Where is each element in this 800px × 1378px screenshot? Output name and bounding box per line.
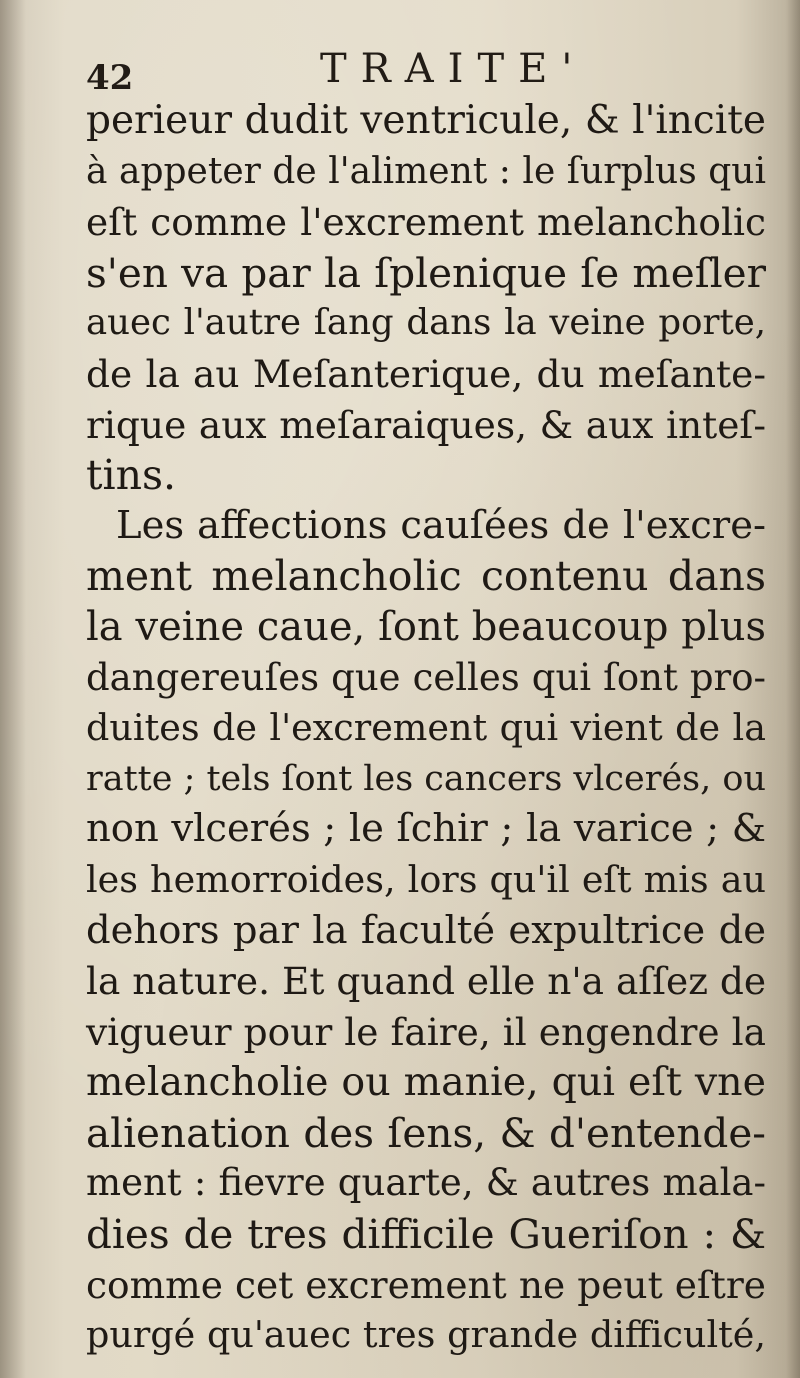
running-title: TRAITE' <box>320 46 587 92</box>
text-line: comme cet excrement ne peut eſtre <box>86 1262 766 1307</box>
text-line: à appeter de l'aliment : le ſurplus qui <box>86 150 766 192</box>
text-line: Les affections cauſées de l'excre- <box>116 502 766 548</box>
text-line: la nature. Et quand elle n'a aſſez de <box>86 959 767 1004</box>
text-line: de la au Meſanterique, du meſante- <box>86 351 766 396</box>
text-line: eſt comme l'excrement melancholic <box>86 200 766 245</box>
text-line: duites de l'excrement qui vient de la <box>86 706 766 750</box>
text-line: rique aux meſaraiques, & aux inteſ- <box>86 402 766 447</box>
text-line: ment melancholic contenu dans <box>86 552 766 601</box>
text-line: auec l'autre ſang dans la veine porte, <box>86 302 766 344</box>
text-line: s'en va par la ſplenique ſe meſler <box>86 248 766 297</box>
text-line: dangereuſes que celles qui ſont pro- <box>86 655 766 699</box>
spine-shadow <box>0 0 26 1378</box>
text-line: purgé qu'auec tres grande difficulté, <box>86 1313 766 1357</box>
text-line: ment : fievre quarte, & autres mala- <box>86 1161 766 1205</box>
page-number: 42 <box>86 58 134 98</box>
text-line: dehors par la faculté expultrice de <box>86 907 766 953</box>
text-line: alienation des ſens, & d'entende- <box>86 1108 766 1157</box>
text-line: la veine caue, ſont beaucoup plus <box>86 603 766 650</box>
text-line: perieur dudit ventricule, & l'incite <box>86 98 766 143</box>
page-header <box>86 42 766 98</box>
text-line: vigueur pour le faire, il engendre la <box>86 1009 766 1054</box>
text-line: ratte ; tels ſont les cancers vlcerés, ou <box>86 758 766 799</box>
body-text <box>86 96 766 1361</box>
text-line: melancholie ou manie, qui eſt vne <box>86 1059 766 1106</box>
text-line: dies de tres difficile Gueriſon : & <box>86 1210 766 1259</box>
page-edge-shadow <box>786 0 800 1378</box>
text-line: non vlcerés ; le ſchir ; la varice ; & <box>86 806 766 852</box>
text-line: les hemorroides, lors qu'il eſt mis au <box>86 857 766 901</box>
text-line: tins. <box>86 451 177 500</box>
